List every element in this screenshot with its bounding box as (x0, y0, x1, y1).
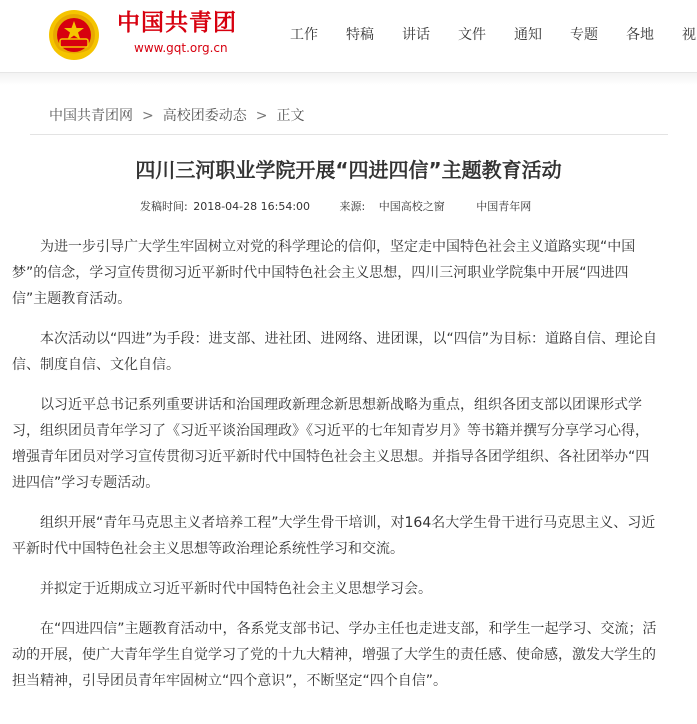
breadcrumb-category[interactable]: 高校团委动态 (162, 108, 247, 124)
breadcrumb-divider (30, 134, 668, 135)
breadcrumb (49, 106, 304, 126)
nav-item-topics[interactable]: 专题 (570, 27, 598, 43)
breadcrumb-separator: > (255, 108, 268, 124)
source-label: 来源: (339, 200, 366, 213)
nav-item-work[interactable]: 工作 (290, 27, 318, 43)
site-header (0, 0, 697, 72)
site-url[interactable]: www.gqt.org.cn (134, 41, 228, 55)
published-time: 2018-04-28 16:54:00 (193, 200, 311, 213)
article-paragraph: 在“四进四信”主题教育活动中，各系党支部书记、学办主任也走进支部，和学生一起学习、交流；活动的开展，使广大青年学生自觉学习了党的十九大精神，增强了大学生的责任感、使命感，激发大学生的担当精神，引导团员青年牢固树立“四个意识”，不断坚定“四个自信”。 (12, 621, 657, 689)
article-paragraph: 组织开展“青年马克思主义者培养工程”大学生骨干培训，对164名大学生骨干进行马克思主义、习近平新时代中国特色社会主义思想等政治理论系统性学习和交流。 (12, 515, 656, 557)
breadcrumb-current: 正文 (276, 108, 305, 124)
outlet-name: 中国青年网 (476, 200, 532, 213)
nav-item-documents[interactable]: 文件 (458, 27, 486, 43)
main-nav (0, 25, 697, 45)
header-shadow (0, 73, 697, 85)
published-label: 发稿时间: (140, 200, 188, 213)
source-name: 中国高校之窗 (378, 200, 445, 213)
nav-item-regions[interactable]: 各地 (626, 27, 654, 43)
nav-item-features[interactable]: 特稿 (346, 27, 374, 43)
article-body (12, 234, 662, 708)
nav-item-notices[interactable]: 通知 (514, 27, 542, 43)
breadcrumb-separator: > (142, 108, 154, 124)
article-paragraph: 并拟定于近期成立习近平新时代中国特色社会主义思想学习会。 (40, 581, 432, 597)
breadcrumb-home[interactable]: 中国共青团网 (49, 108, 133, 124)
article-meta (140, 198, 531, 216)
article-title: 四川三河职业学院开展“四进四信”主题教育活动 (135, 158, 562, 182)
site-name[interactable]: 中国共青团 (117, 10, 237, 36)
nav-item-video[interactable]: 视 (682, 27, 696, 43)
article-paragraph: 以习近平总书记系列重要讲话和治国理政新理念新思想新战略为重点，组织各团支部以团课形式学习，组织团员青年学习了《习近平谈治国理政》《习近平的七年知青岁月》等书籍并撰写分享学习心得，增强青年团员对学习宣传贯彻习近平新时代中国特色社会主义思想。并指导各团学组织、各社团举办“四进四信”学习专题活动。 (12, 397, 650, 491)
article-paragraph: 本次活动以“四进”为手段：进支部、进社团、进网络、进团课，以“四信”为目标：道路自信、理论自信、制度自信、文化自信。 (12, 331, 658, 373)
article-paragraph: 为进一步引导广大学生牢固树立对党的科学理论的信仰，坚定走中国特色社会主义道路实现“中国梦”的信念，学习宣传贯彻习近平新时代中国特色社会主义思想，四川三河职业学院集中开展“四进四信”主题教育活动。 (12, 239, 636, 307)
nav-item-speeches[interactable]: 讲话 (402, 27, 430, 43)
